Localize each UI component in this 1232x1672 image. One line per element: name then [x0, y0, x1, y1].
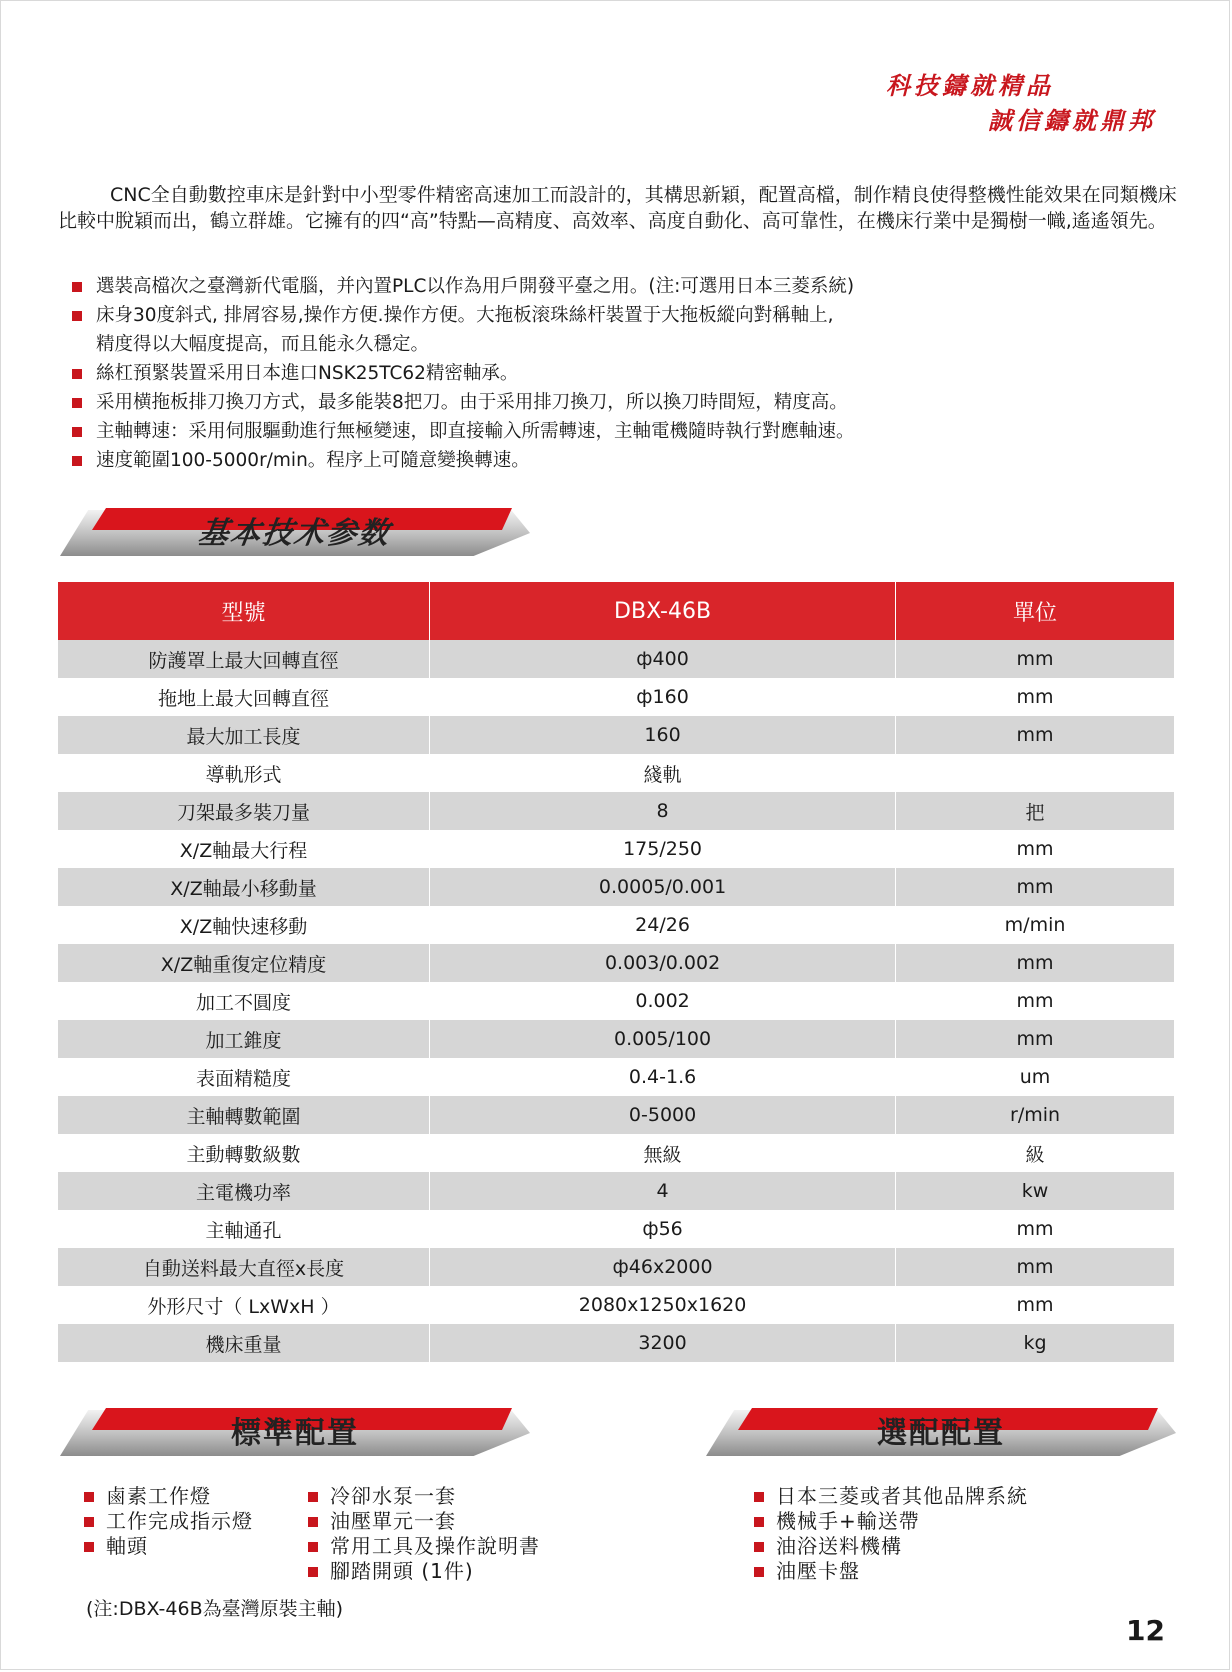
- section-title-basic: 基本技术参数: [196, 516, 393, 551]
- spec-unit-cell: r/min: [896, 1096, 1174, 1134]
- spec-value-cell: 4: [430, 1172, 896, 1210]
- spec-value-cell: ф400: [430, 640, 896, 678]
- spec-unit-cell: 級: [896, 1134, 1174, 1172]
- footnote: (注:DBX-46B為臺灣原裝主軸): [86, 1598, 344, 1620]
- spec-value-cell: 24/26: [430, 906, 896, 944]
- config-item: 鹵素工作燈: [84, 1484, 253, 1509]
- config-item: 油壓單元一套: [308, 1509, 540, 1534]
- section-title-optional: 選配配置: [877, 1416, 1005, 1451]
- spec-unit-cell: mm: [896, 982, 1174, 1020]
- spec-name-cell: 主電機功率: [58, 1172, 430, 1210]
- table-row: [58, 716, 1174, 754]
- spec-unit-cell: mm: [896, 1286, 1174, 1324]
- feature-item: 主軸轉速：采用伺服驅動進行無極變速，即直接輸入所需轉速，主軸電機隨時執行對應軸速。: [70, 417, 1170, 446]
- spec-value-cell: 0.003/0.002: [430, 944, 896, 982]
- spec-name-cell: X/Z軸重復定位精度: [58, 944, 430, 982]
- spec-value-cell: 8: [430, 792, 896, 830]
- config-item: 軸頭: [84, 1534, 253, 1559]
- spec-name-cell: 最大加工長度: [58, 716, 430, 754]
- spec-name-cell: 加工錐度: [58, 1020, 430, 1058]
- spec-value-cell: 3200: [430, 1324, 896, 1362]
- section-banner-basic: [60, 504, 530, 562]
- table-row: [58, 754, 1174, 792]
- spec-unit-cell: mm: [896, 1210, 1174, 1248]
- table-row: [58, 1324, 1174, 1362]
- feature-item: 床身30度斜式, 排屑容易,操作方便.操作方便。大拖板滚珠絲杆裝置于大拖板縱向對稱軸上,: [70, 301, 1170, 330]
- spec-value-cell: 0.0005/0.001: [430, 868, 896, 906]
- spec-name-cell: 主軸轉數範圍: [58, 1096, 430, 1134]
- standard-config-list-2: [308, 1484, 540, 1584]
- spec-name-cell: 表面精糙度: [58, 1058, 430, 1096]
- spec-name-cell: X/Z軸最小移動量: [58, 868, 430, 906]
- spec-value-cell: 無級: [430, 1134, 896, 1172]
- spec-value-cell: 0.002: [430, 982, 896, 1020]
- header-model: 型號: [58, 582, 430, 640]
- config-item: 機械手+輸送帶: [754, 1509, 1028, 1534]
- slogan-line-2: 誠信鑄就鼎邦: [988, 106, 1156, 135]
- table-row: [58, 944, 1174, 982]
- spec-name-cell: 刀架最多裝刀量: [58, 792, 430, 830]
- feature-item: 絲杠預緊裝置采用日本進口NSK25TC62精密軸承。: [70, 359, 1170, 388]
- slogan-line-1: 科技鑄就精品: [886, 71, 1054, 100]
- spec-unit-cell: 把: [896, 792, 1174, 830]
- spec-value-cell: 綫軌: [430, 754, 896, 792]
- table-row: [58, 906, 1174, 944]
- table-row: [58, 1020, 1174, 1058]
- config-item: 日本三菱或者其他品牌系統: [754, 1484, 1028, 1509]
- spec-value-cell: 160: [430, 716, 896, 754]
- page-number: 12: [1126, 1614, 1165, 1647]
- table-row: [58, 1096, 1174, 1134]
- spec-value-cell: 2080x1250x1620: [430, 1286, 896, 1324]
- spec-unit-cell: [896, 754, 1174, 792]
- table-row: [58, 678, 1174, 716]
- config-item: 油浴送料機構: [754, 1534, 1028, 1559]
- spec-name-cell: 機床重量: [58, 1324, 430, 1362]
- spec-unit-cell: mm: [896, 1248, 1174, 1286]
- spec-name-cell: 主軸通孔: [58, 1210, 430, 1248]
- spec-unit-cell: mm: [896, 716, 1174, 754]
- section-banner-optional: [706, 1404, 1176, 1462]
- spec-unit-cell: kg: [896, 1324, 1174, 1362]
- spec-name-cell: 主動轉數級數: [58, 1134, 430, 1172]
- standard-config-list-1: [84, 1484, 253, 1559]
- config-item: 常用工具及操作說明書: [308, 1534, 540, 1559]
- spec-value-cell: 0.005/100: [430, 1020, 896, 1058]
- feature-list: [70, 272, 1170, 475]
- table-row: [58, 830, 1174, 868]
- spec-name-cell: 自動送料最大直徑x長度: [58, 1248, 430, 1286]
- spec-value-cell: 0.4-1.6: [430, 1058, 896, 1096]
- table-row: [58, 1172, 1174, 1210]
- config-item: 冷卻水泵一套: [308, 1484, 540, 1509]
- spec-table-header: [58, 582, 1174, 640]
- config-item: 工作完成指示燈: [84, 1509, 253, 1534]
- table-row: [58, 640, 1174, 678]
- spec-name-cell: 加工不圓度: [58, 982, 430, 1020]
- optional-config-list: [754, 1484, 1028, 1584]
- spec-value-cell: 0-5000: [430, 1096, 896, 1134]
- spec-table: [58, 582, 1174, 1362]
- spec-name-cell: 外形尺寸（ LxWxH ）: [58, 1286, 430, 1324]
- table-row: [58, 1210, 1174, 1248]
- spec-unit-cell: um: [896, 1058, 1174, 1096]
- config-item: 油壓卡盤: [754, 1559, 1028, 1584]
- section-title-standard: 標準配置: [231, 1416, 359, 1451]
- spec-unit-cell: mm: [896, 830, 1174, 868]
- table-row: [58, 1248, 1174, 1286]
- intro-paragraph: CNC全自動數控車床是針對中小型零件精密高速加工而設計的，其構思新穎，配置高檔，制作精良使得整機性能效果在同類機床比較中脫穎而出，鶴立群雄。它擁有的四“高”特點—高精度、高效率、高度自動化、高可靠性，在機床行業中是獨樹一幟,遙遙領先。: [58, 184, 1177, 232]
- feature-item: 速度範圍100-5000r/min。程序上可隨意變換轉速。: [70, 446, 1170, 475]
- spec-value-cell: ф46x2000: [430, 1248, 896, 1286]
- table-row: [58, 792, 1174, 830]
- table-row: [58, 868, 1174, 906]
- config-item: 腳踏開頭 (1件): [308, 1559, 540, 1584]
- spec-unit-cell: mm: [896, 640, 1174, 678]
- feature-item-continued: 精度得以大幅度提高，而且能永久穩定。: [96, 334, 430, 355]
- header-model-value: DBX-46B: [430, 582, 896, 640]
- spec-unit-cell: mm: [896, 1020, 1174, 1058]
- table-row: [58, 1058, 1174, 1096]
- spec-unit-cell: mm: [896, 944, 1174, 982]
- spec-unit-cell: kw: [896, 1172, 1174, 1210]
- feature-item: 采用横拖板排刀換刀方式，最多能裝8把刀。由于采用排刀換刀，所以換刀時間短，精度高。: [70, 388, 1170, 417]
- spec-value-cell: ф160: [430, 678, 896, 716]
- header-unit: 單位: [896, 582, 1174, 640]
- table-row: [58, 1286, 1174, 1324]
- table-row: [58, 1134, 1174, 1172]
- feature-item: 選裝高檔次之臺灣新代電腦，并內置PLC以作為用戶開發平臺之用。(注:可選用日本三菱系統): [70, 272, 1170, 301]
- spec-name-cell: 防護罩上最大回轉直徑: [58, 640, 430, 678]
- table-row: [58, 982, 1174, 1020]
- spec-unit-cell: mm: [896, 868, 1174, 906]
- spec-name-cell: X/Z軸快速移動: [58, 906, 430, 944]
- spec-name-cell: 導軌形式: [58, 754, 430, 792]
- spec-unit-cell: m/min: [896, 906, 1174, 944]
- spec-unit-cell: mm: [896, 678, 1174, 716]
- spec-table-body: [58, 640, 1174, 1362]
- section-banner-standard: [60, 1404, 530, 1462]
- spec-value-cell: 175/250: [430, 830, 896, 868]
- spec-name-cell: 拖地上最大回轉直徑: [58, 678, 430, 716]
- spec-name-cell: X/Z軸最大行程: [58, 830, 430, 868]
- spec-value-cell: ф56: [430, 1210, 896, 1248]
